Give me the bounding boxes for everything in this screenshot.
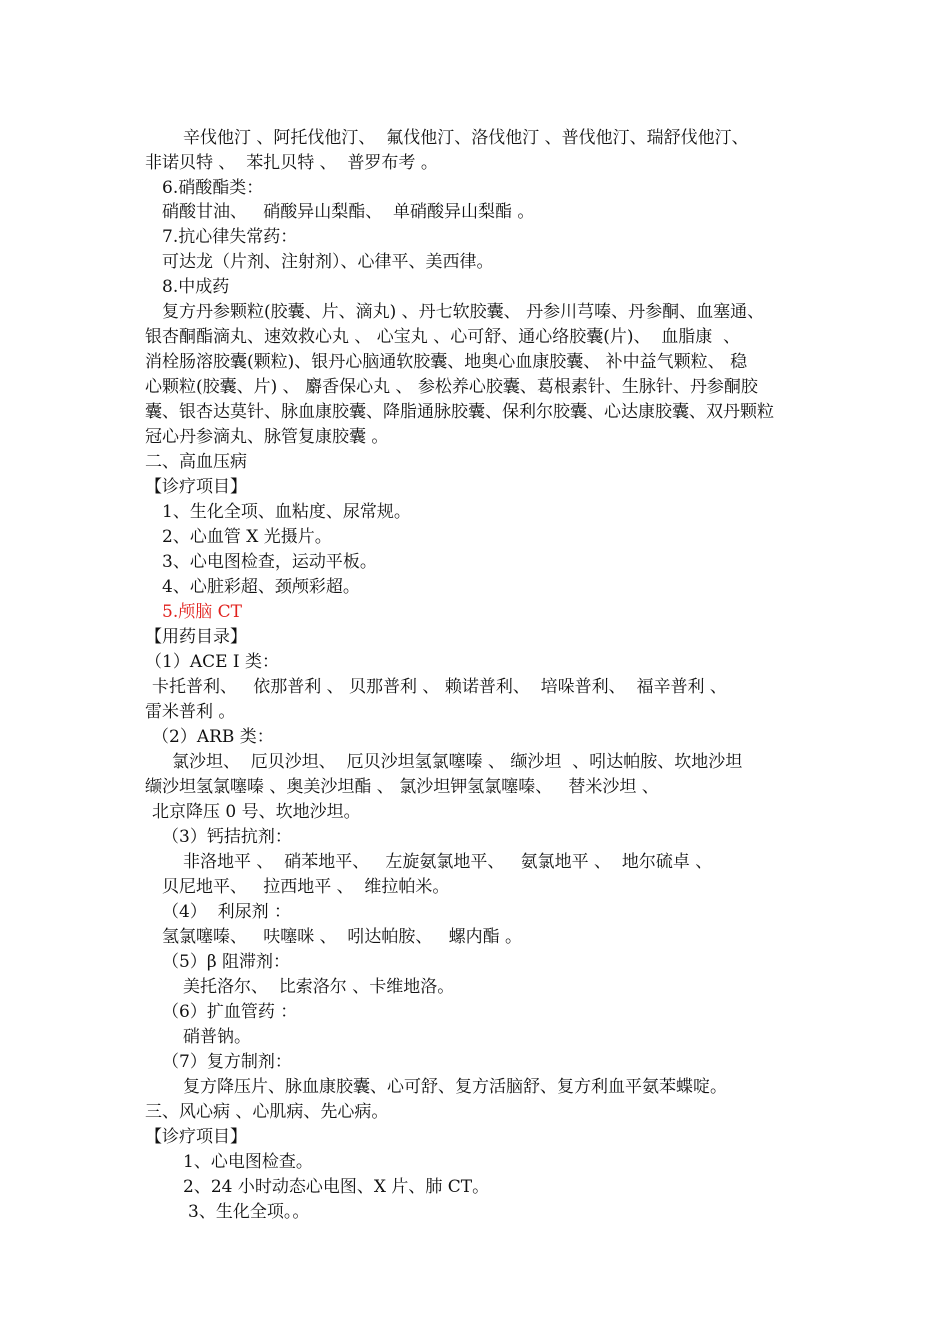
text-line: 心颗粒(胶囊、片) 、 麝香保心丸 、 参松养心胶囊、葛根素针、生脉针、丹参酮胶	[145, 377, 758, 397]
text-line: 消栓肠溶胶囊(颗粒)、银丹心脑通软胶囊、地奥心血康胶囊、 补中益气颗粒、 稳	[145, 352, 748, 372]
bracket-heading: 【用药目录】	[145, 627, 247, 647]
text-line: 贝尼地平、 拉西地平 、 维拉帕米。	[162, 877, 450, 897]
list-item-highlighted: 5.颅脑 CT	[162, 602, 242, 622]
section-heading: 6.硝酸酯类：	[162, 178, 264, 198]
chapter-heading: 二、高血压病	[145, 452, 247, 472]
subsection-heading: （2）ARB 类：	[152, 727, 274, 747]
list-item: 1、心电图检查。	[183, 1152, 313, 1172]
subsection-heading: （4） 利尿剂 ：	[162, 902, 292, 922]
chapter-heading: 三、风心病 、心肌病、先心病。	[145, 1102, 389, 1122]
text-line: 冠心丹参滴丸、脉管复康胶囊 。	[145, 427, 389, 447]
text-line: 复方丹参颗粒(胶囊、片、滴丸) 、丹七软胶囊、 丹参川芎嗪、丹参酮、血塞通、	[162, 302, 765, 322]
text-line: 氢氯噻嗪、 呋噻咪 、 吲达帕胺、 螺内酯 。	[162, 927, 523, 947]
subsection-heading: （6）扩血管药 ：	[162, 1002, 298, 1022]
text-line: 囊、银杏达莫针、脉血康胶囊、降脂通脉胶囊、保利尔胶囊、心达康胶囊、双丹颗粒	[145, 402, 774, 422]
text-line: 北京降压 0 号、坎地沙坦。	[152, 802, 361, 822]
text-line: 可达龙（片剂、注射剂）、心律平、美西律。	[162, 252, 494, 272]
list-item: 1、生化全项、血粘度、尿常规。	[162, 502, 411, 522]
list-item: 4、心脏彩超、颈颅彩超。	[162, 577, 360, 597]
section-heading: 8.中成药	[162, 277, 230, 297]
text-line: 非诺贝特 、 苯扎贝特 、 普罗布考 。	[145, 153, 438, 173]
bracket-heading: 【诊疗项目】	[145, 1127, 247, 1147]
list-item: 2、心血管 X 光摄片。	[162, 527, 332, 547]
text-line: 非洛地平 、 硝苯地平、 左旋氨氯地平、 氨氯地平 、 地尔硫卓 、	[183, 852, 713, 872]
text-line: 美托洛尔、 比索洛尔 、卡维地洛。	[183, 977, 455, 997]
text-line: 复方降压片、脉血康胶囊、心可舒、复方活脑舒、复方利血平氨苯蝶啶。	[183, 1077, 727, 1097]
text-line: 缬沙坦氢氯噻嗪 、奥美沙坦酯 、 氯沙坦钾氢氯噻嗪、 替米沙坦 、	[145, 777, 659, 797]
text-line: 银杏酮酯滴丸、速效救心丸 、 心宝丸 、心可舒、通心络胶囊(片)、 血脂康 、	[145, 327, 741, 347]
list-item: 2、24 小时动态心电图、X 片、肺 CT。	[183, 1177, 490, 1197]
bracket-heading: 【诊疗项目】	[145, 477, 247, 497]
subsection-heading: （3）钙拮抗剂：	[162, 827, 292, 847]
subsection-heading: （7）复方制剂：	[162, 1052, 292, 1072]
subsection-heading: （1）ACE I 类：	[145, 652, 280, 672]
text-line: 雷米普利 。	[145, 702, 236, 722]
text-line: 硝酸甘油、 硝酸异山梨酯、 单硝酸异山梨酯 。	[162, 202, 535, 222]
text-line: 辛伐他汀 、阿托伐他汀、 氟伐他汀、洛伐他汀 、普伐他汀、瑞舒伐他汀、	[183, 128, 749, 148]
list-item: 3、心电图检查，运动平板。	[162, 552, 377, 572]
text-line: 氯沙坦、 厄贝沙坦、 厄贝沙坦氢氯噻嗪 、 缬沙坦 、吲达帕胺、坎地沙坦	[172, 752, 743, 772]
subsection-heading: （5）β 阻滞剂：	[162, 952, 291, 972]
list-item: 3、生化全项。。	[188, 1202, 310, 1222]
text-line: 卡托普利、 依那普利 、 贝那普利 、 赖诺普利、 培哚普利、 福辛普利 、	[152, 677, 727, 697]
section-heading: 7.抗心律失常药：	[162, 227, 298, 247]
text-line: 硝普钠。	[183, 1027, 251, 1047]
